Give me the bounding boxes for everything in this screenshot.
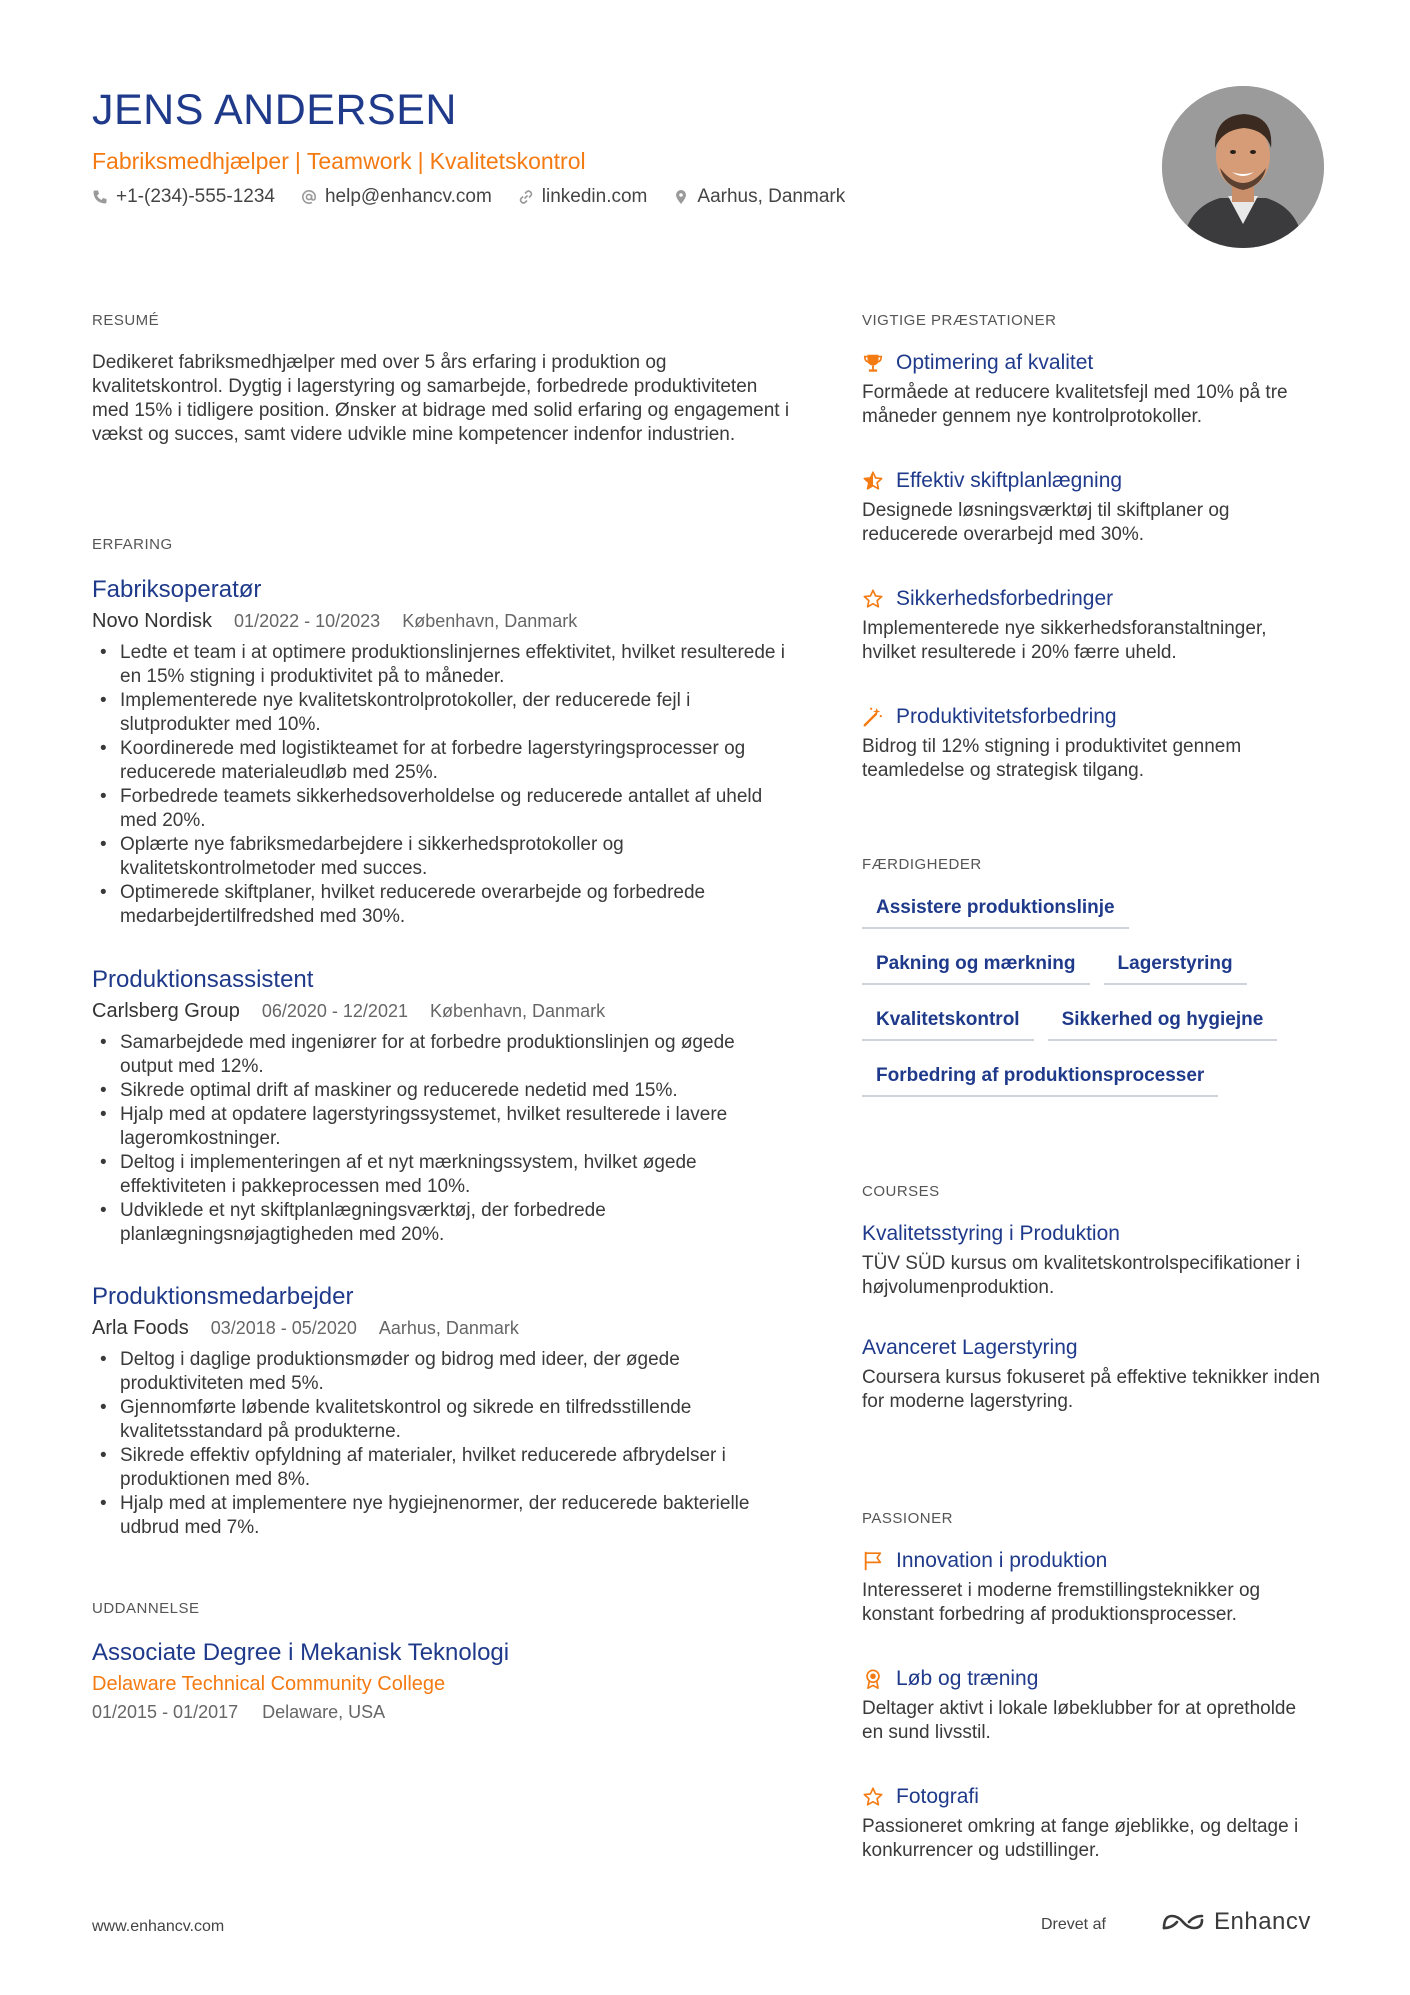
summary-text: Dedikeret fabriksmedhjælper med over 5 års erfaring i produktion og kvalitetskontrol. Dygtig i lagerstyring og samarbejde, forbedrede produktiviteten med 15% i tidligere position. Ønsker at bidrage med solid erfaring og engagement i vækst og succes, samt videre udvikle mine kompetencer indenfor industrien. <box>92 352 790 445</box>
job-bullet: • Ledte et team i at optimere produktionslinjernes effektivitet, hvilket resulterede i en 15% stigning i produktivitet på to måneder. <box>92 641 792 689</box>
job-entry <box>92 1283 792 1540</box>
contact-linkedin[interactable] <box>518 186 648 208</box>
passion-desc: Interesseret i moderne fremstillingsteknikker og konstant forbedring af produktionsprocesser. <box>862 1580 1261 1625</box>
achievement-desc: Designede løsningsværktøj til skiftplaner og reducerede overarbejd med 30%. <box>862 500 1230 545</box>
job-meta <box>92 1317 792 1340</box>
skills-heading: FÆRDIGHEDER <box>862 856 982 873</box>
job-bullet: • Sikrede optimal drift af maskiner og reducerede nedetid med 15%. <box>92 1079 792 1103</box>
passion-item <box>862 1667 1322 1745</box>
skills-list <box>862 897 1322 1121</box>
education-school: Delaware Technical Community College <box>92 1673 446 1695</box>
link-icon <box>518 189 534 205</box>
achievement-item <box>862 351 1322 429</box>
achievement-title: Produktivitetsforbedring <box>896 705 1117 728</box>
job-title: Produktionsmedarbejder <box>92 1283 354 1310</box>
job-meta <box>92 610 792 633</box>
job-date: 06/2020 - 12/2021 <box>261 1001 408 1021</box>
skill-tag: Forbedring af produktionsprocesser <box>862 1065 1218 1097</box>
achievements-heading: VIGTIGE PRÆSTATIONER <box>862 312 1057 329</box>
passions-heading: PASSIONER <box>862 1510 953 1527</box>
courses-section <box>862 1183 1322 1414</box>
job-bullet: • Oplærte nye fabriksmedarbejdere i sikkerhedsprotokoller og kvalitetskontrolmetoder med succes. <box>92 833 792 881</box>
job-date: 03/2018 - 05/2020 <box>210 1318 357 1338</box>
email-text: help@enhancv.com <box>324 186 492 207</box>
passion-title: Innovation i produktion <box>896 1549 1108 1572</box>
passion-item <box>862 1549 1322 1627</box>
star-icon <box>862 1786 884 1808</box>
contact-email[interactable] <box>301 186 492 208</box>
education-section <box>92 1600 792 1723</box>
job-bullet: • Udviklede et nyt skiftplanlægningsværktøj, der forbedrede planlægningsnøjagtigheden med 20%. <box>92 1199 792 1247</box>
phone-icon <box>92 189 108 205</box>
avatar-illustration <box>1162 86 1324 248</box>
skill-tag: Assistere produktionslinje <box>862 897 1129 929</box>
achievement-desc: Bidrog til 12% stigning i produktivitet gennem teamledelse og strategisk tilgang. <box>862 736 1242 781</box>
achievement-title: Optimering af kvalitet <box>896 351 1094 374</box>
enhancv-logo-icon <box>1160 1910 1206 1934</box>
job-title: Fabriksoperatør <box>92 576 262 603</box>
experience-heading: ERFARING <box>92 536 173 553</box>
achievement-desc: Implementerede nye sikkerhedsforanstaltninger, hvilket resulterede i 20% færre uheld. <box>862 618 1267 663</box>
education-heading: UDDANNELSE <box>92 1600 200 1617</box>
job-entry <box>92 966 792 1247</box>
job-bullet: • Hjalp med at implementere nye hygiejnenormer, der reducerede bakterielle udbrud med 7%. <box>92 1492 792 1540</box>
trophy-icon <box>862 352 884 374</box>
flag-icon <box>862 1550 884 1572</box>
summary-heading: RESUMÉ <box>92 312 160 329</box>
skill-tag: Lagerstyring <box>1104 953 1247 985</box>
candidate-name: JENS ANDERSEN <box>92 86 457 134</box>
course-title: Avanceret Lagerstyring <box>862 1336 1078 1359</box>
tagline-separator: | <box>294 148 301 174</box>
passion-desc: Passioneret omkring at fange øjeblikke, og deltage i konkurrencer og udstillinger. <box>862 1816 1299 1861</box>
job-company: Novo Nordisk <box>92 610 213 632</box>
tagline-item: Kvalitetskontrol <box>429 148 586 174</box>
location-icon <box>673 189 689 205</box>
job-bullets <box>92 1031 792 1247</box>
skill-tag: Sikkerhed og hygiejne <box>1048 1009 1278 1041</box>
job-bullet: • Optimerede skiftplaner, hvilket reducerede overarbejde og forbedrede medarbejdertilfredshed med 30%. <box>92 881 792 929</box>
course-title: Kvalitetsstyring i Produktion <box>862 1222 1120 1245</box>
at-icon <box>301 189 317 205</box>
job-bullet: • Forbedrede teamets sikkerhedsoverholdelse og reducerede antallet af uheld med 20%. <box>92 785 792 833</box>
star-icon <box>862 588 884 610</box>
courses-heading: COURSES <box>862 1183 940 1200</box>
summary-section <box>92 312 792 447</box>
achievement-item <box>862 705 1322 783</box>
enhancv-brand-text: Enhancv <box>1214 1908 1311 1935</box>
magic-wand-icon <box>862 706 884 728</box>
achievement-title: Sikkerhedsforbedringer <box>896 587 1114 610</box>
job-bullet: • Gjennomførte løbende kvalitetskontrol og sikrede en tilfredsstillende kvalitetsstandard på produkterne. <box>92 1396 792 1444</box>
achievements-section <box>862 312 1322 783</box>
contact-location <box>673 186 845 208</box>
tagline-separator: | <box>417 148 424 174</box>
job-bullet: • Deltog i implementeringen af et nyt mærkningssystem, hvilket øgede effektiviteten i pakkeprocessen med 10%. <box>92 1151 792 1199</box>
job-company: Arla Foods <box>92 1317 189 1339</box>
job-bullets <box>92 641 792 929</box>
job-bullets <box>92 1348 792 1540</box>
education-location: Delaware, USA <box>262 1702 386 1722</box>
job-bullet: • Deltog i daglige produktionsmøder og bidrog med ideer, der øgede produktiviteten med 5%. <box>92 1348 792 1396</box>
skill-tag: Pakning og mærkning <box>862 953 1090 985</box>
location-text: Aarhus, Danmark <box>697 186 846 207</box>
job-company: Carlsberg Group <box>92 1000 240 1022</box>
job-location: Aarhus, Danmark <box>378 1318 519 1338</box>
passion-title: Fotografi <box>896 1785 979 1808</box>
job-bullet: • Hjalp med at opdatere lagerstyringssystemet, hvilket resulterede i lavere lageromkostninger. <box>92 1103 792 1151</box>
linkedin-text: linkedin.com <box>541 186 648 207</box>
tagline-item: Teamwork <box>306 148 412 174</box>
achievement-item <box>862 469 1322 547</box>
job-date: 01/2022 - 10/2023 <box>234 611 381 631</box>
job-meta <box>92 1000 792 1023</box>
experience-section <box>92 536 792 553</box>
footer-url[interactable]: www.enhancv.com <box>92 1918 225 1935</box>
course-item <box>862 1222 1322 1300</box>
education-meta <box>92 1702 792 1723</box>
job-bullet: • Samarbejdede med ingeniører for at forbedre produktionslinjen og øgede output med 12%. <box>92 1031 792 1079</box>
profile-photo <box>1162 86 1324 248</box>
tagline <box>92 148 586 175</box>
footer-powered-by: Drevet af <box>1041 1916 1106 1933</box>
passions-section <box>862 1510 1322 1863</box>
job-location: København, Danmark <box>402 611 578 631</box>
contact-phone[interactable] <box>92 186 275 208</box>
job-title: Produktionsassistent <box>92 966 314 993</box>
skills-section <box>862 856 1322 1121</box>
phone-text: +1-(234)-555-1234 <box>116 186 275 207</box>
job-entry <box>92 576 792 929</box>
job-bullet: • Koordinerede med logistikteamet for at forbedre lagerstyringsprocesser og reducerede materialeudløb med 25%. <box>92 737 792 785</box>
tagline-item: Fabriksmedhjælper <box>92 148 289 174</box>
job-location: København, Danmark <box>429 1001 606 1021</box>
education-date: 01/2015 - 01/2017 <box>92 1702 239 1722</box>
achievement-desc: Formåede at reducere kvalitetsfejl med 10% på tre måneder gennem nye kontrolprotokoller. <box>862 382 1288 427</box>
passion-item <box>862 1785 1322 1863</box>
job-bullet: • Sikrede effektiv opfyldning af materialer, hvilket reducerede afbrydelser i produktionen med 8%. <box>92 1444 792 1492</box>
passion-desc: Deltager aktivt i lokale løbeklubber for at opretholde en sund livsstil. <box>862 1698 1297 1743</box>
course-item <box>862 1336 1322 1414</box>
medal-icon <box>862 1668 884 1690</box>
skill-tag: Kvalitetskontrol <box>862 1009 1034 1041</box>
course-desc: Coursera kursus fokuseret på effektive teknikker inden for moderne lagerstyring. <box>862 1367 1320 1412</box>
achievement-title: Effektiv skiftplanlægning <box>896 469 1123 492</box>
contact-info <box>92 186 845 208</box>
course-desc: TÜV SÜD kursus om kvalitetskontrolspecifikationer i højvolumenproduktion. <box>862 1253 1301 1298</box>
enhancv-logo[interactable] <box>1160 1908 1311 1936</box>
passion-title: Løb og træning <box>896 1667 1039 1690</box>
job-bullet: • Implementerede nye kvalitetskontrolprotokoller, der reducerede fejl i slutprodukter med 10%. <box>92 689 792 737</box>
education-degree: Associate Degree i Mekanisk Teknologi <box>92 1639 510 1666</box>
star-half-icon <box>862 470 884 492</box>
achievement-item <box>862 587 1322 665</box>
